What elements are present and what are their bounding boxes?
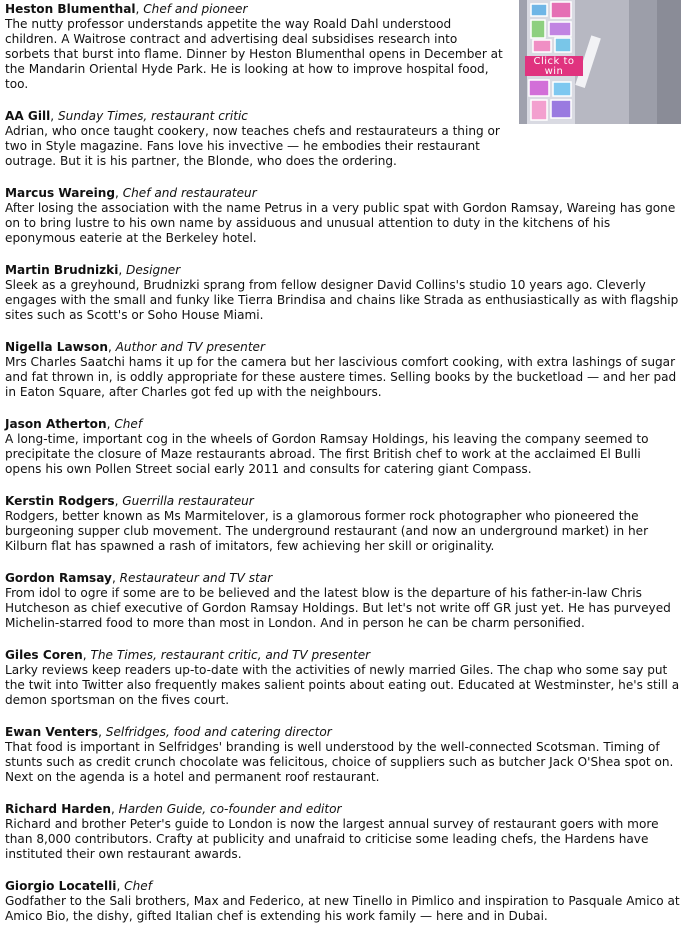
entry-description: Sleek as a greyhound, Brudnizki sprang from fellow designer David Collins's studio 10 years ago. Cleverly engages with the small and funky like Tierra Brindisa and chains like Strada as enthusiastically as with flagship sites such as Scott's or Soho House Miami.: [5, 278, 679, 322]
entry-description: The nutty professor understands appetite the way Roald Dahl understood children. A Waitrose contract and advertising deal subsidises research into sorbets that burst into flame. Dinner by Heston Blumenthal opens in December at the Mandarin Oriental Hyde Park. He is looking at how to improve hospital food, too.: [5, 17, 503, 91]
person-name: Nigella Lawson: [5, 340, 108, 354]
person-role: Chef and restaurateur: [122, 186, 257, 200]
entry-description: That food is important in Selfridges' branding is well understood by the well-connected Scotsman. Timing of stunts such as credit crunch chocolate was felicitous, choice of suppliers such as butcher Jack O'Shea spot on. Next on the agenda is a hotel and permanent roof restaurant.: [5, 740, 674, 784]
person-role: Author and TV presenter: [115, 340, 265, 354]
person-name: Jason Atherton: [5, 417, 107, 431]
list-item: [5, 879, 680, 924]
list-item: [5, 417, 680, 477]
button-label-line1: Click to: [533, 56, 575, 67]
list-item: [5, 186, 680, 246]
entry-heading: Gordon Ramsay, Restaurateur and TV star: [5, 571, 273, 585]
entry-description: Godfather to the Sali brothers, Max and Federico, at new Tinello in Pimlico and inspiration to Pasquale Amico at Amico Bio, the dishy, gifted Italian chef is extending his work family — here and in Dubai.: [5, 894, 680, 923]
entry-heading: Giles Coren, The Times, restaurant critic, and TV presenter: [5, 648, 371, 662]
article-list: [5, 2, 680, 941]
entry-heading: Richard Harden, Harden Guide, co-founder and editor: [5, 802, 342, 816]
entry-heading: AA Gill, Sunday Times, restaurant critic: [5, 109, 248, 123]
person-role: Restaurateur and TV star: [119, 571, 273, 585]
person-role: Designer: [126, 263, 181, 277]
person-role: Guerrilla restaurateur: [122, 494, 254, 508]
person-name: AA Gill: [5, 109, 51, 123]
person-name: Ewan Venters: [5, 725, 99, 739]
person-name: Giorgio Locatelli: [5, 879, 117, 893]
person-role: Chef: [124, 879, 152, 893]
entry-heading: Marcus Wareing, Chef and restaurateur: [5, 186, 257, 200]
person-name: Giles Coren: [5, 648, 83, 662]
person-role: The Times, restaurant critic, and TV presenter: [90, 648, 371, 662]
entry-description: Richard and brother Peter's guide to London is now the largest annual survey of restaurant goers with more than 8,000 contributors. Crafty at publicity and unafraid to criticise some leading chefs, the Hardens have instituted their own restaurant awards.: [5, 817, 659, 861]
entry-heading: Ewan Venters, Selfridges, food and catering director: [5, 725, 332, 739]
entry-description: Larky reviews keep readers up-to-date with the activities of newly married Giles. The chap who some say put the twit into Twitter also frequently makes salient points about eating out. Educated at Westminster, he's still a demon sportsman on the fives court.: [5, 663, 680, 707]
person-name: Richard Harden: [5, 802, 111, 816]
person-role: Selfridges, food and catering director: [105, 725, 332, 739]
entry-heading: Kerstin Rodgers, Guerrilla restaurateur: [5, 494, 254, 508]
entry-heading: Giorgio Locatelli, Chef: [5, 879, 152, 893]
click-to-win-button[interactable]: [525, 56, 583, 76]
list-item: [5, 571, 680, 631]
person-name: Heston Blumenthal: [5, 2, 136, 16]
entry-description: Adrian, who once taught cookery, now teaches chefs and restaurateurs a thing or two in Style magazine. Fans love his invective — he embodies their restaurant outrage. But it is his partner, the Blonde, who does the ordering.: [5, 124, 500, 168]
entry-heading: Heston Blumenthal, Chef and pioneer: [5, 2, 248, 16]
list-item: [5, 802, 680, 862]
entry-heading: Jason Atherton, Chef: [5, 417, 143, 431]
entry-description: After losing the association with the name Petrus in a very public spat with Gordon Ramsay, Wareing has gone on to bring lustre to his own name by assiduous and unusual attention to duty in the kitchens of his eponymous eaterie at the Berkeley hotel.: [5, 201, 676, 245]
person-role: Harden Guide, co-founder and editor: [118, 802, 342, 816]
button-label-line2: win: [544, 66, 564, 77]
promo-banner[interactable]: [519, 0, 681, 124]
entry-description: Rodgers, better known as Ms Marmitelover, is a glamorous former rock photographer who pioneered the burgeoning supper club movement. The underground restaurant (and now an underground market) in her Kilburn flat has spawned a rash of imitators, few achieving her skill or originality.: [5, 509, 649, 553]
person-name: Marcus Wareing: [5, 186, 115, 200]
person-role: Chef: [114, 417, 143, 431]
person-role: Sunday Times, restaurant critic: [58, 109, 248, 123]
person-name: Kerstin Rodgers: [5, 494, 115, 508]
person-name: Gordon Ramsay: [5, 571, 112, 585]
list-item: [5, 494, 680, 554]
entry-heading: Martin Brudnizki, Designer: [5, 263, 181, 277]
list-item: [5, 263, 680, 323]
list-item: [5, 725, 680, 785]
entry-description: Mrs Charles Saatchi hams it up for the camera but her lascivious comfort cooking, with extra lashings of sugar and fat thrown in, is oddly appropriate for these austere times. Selling books by the bucketload — and her pad in Eaton Square, after Charles got fed up with the neighbours.: [5, 355, 677, 399]
entry-description: A long-time, important cog in the wheels of Gordon Ramsay Holdings, his leaving the company seemed to precipitate the closure of Maze restaurants abroad. The first British chef to work at the acclaimed El Bulli opens his own Pollen Street social early 2011 and consults for catering giant Compass.: [5, 432, 649, 476]
list-item: [5, 648, 680, 708]
list-item: [5, 340, 680, 400]
entry-heading: Nigella Lawson, Author and TV presenter: [5, 340, 265, 354]
entry-description: From idol to ogre if some are to be believed and the latest blow is the departure of his father-in-law Chris Hutcheson as chief executive of Gordon Ramsay Holdings. But let's not write off GR just yet. He has purveyed Michelin-starred food to more than most in London. And in person he can be charm personified.: [5, 586, 671, 630]
person-role: Chef and pioneer: [143, 2, 248, 16]
person-name: Martin Brudnizki: [5, 263, 119, 277]
